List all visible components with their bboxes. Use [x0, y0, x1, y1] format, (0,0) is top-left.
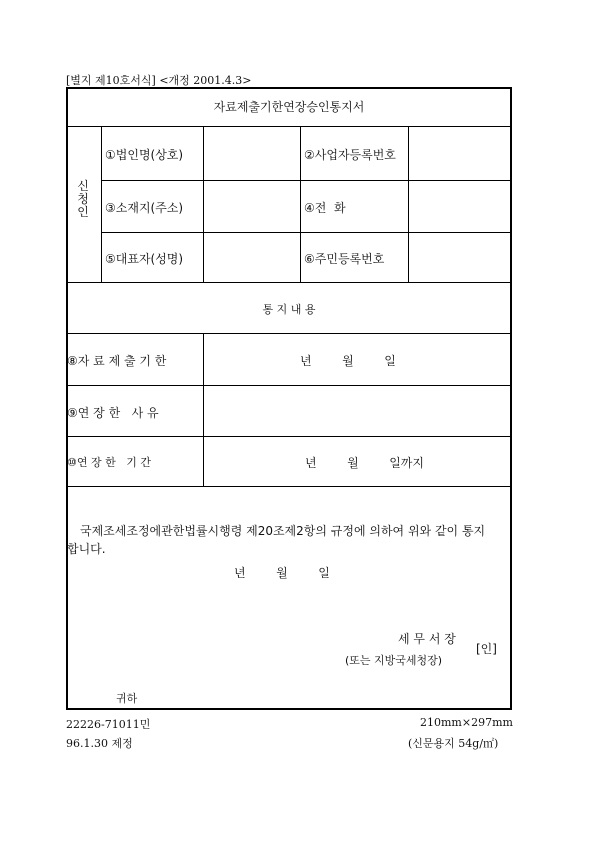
- tax-office-subtitle: (또는 지방국세청장): [345, 654, 443, 667]
- field-value-resident-number[interactable]: [410, 236, 508, 280]
- recipient-label: 귀하: [116, 692, 138, 705]
- notice-content-header: 통 지 내 용: [262, 303, 316, 316]
- row-submission-deadline-date[interactable]: 년 월 일: [300, 354, 396, 368]
- footer-enactment-date: 96.1.30 제정: [66, 737, 133, 750]
- field-value-phone[interactable]: [410, 184, 508, 230]
- notice-body-line2: 합니다.: [67, 542, 106, 556]
- field-value-representative[interactable]: [205, 236, 298, 280]
- field-label-resident-number: ⑥주민등록번호: [304, 252, 385, 266]
- row-extension-period-date[interactable]: 년 월 일까지: [305, 456, 424, 470]
- notice-body-line1: 국제조세조정에관한법률시행령 제20조제2항의 규정에 의하여 위와 같이 통지: [80, 524, 486, 538]
- field-value-corporate-name[interactable]: [205, 130, 298, 178]
- form-title: 자료제출기한연장승인통지서: [213, 100, 365, 114]
- form-number-label: [별지 제10호서식] <개정 2001.4.3>: [66, 74, 252, 87]
- row-extension-period-label: ⑩연 장 한 기 간: [67, 456, 151, 469]
- applicant-label: 신청인: [77, 179, 89, 219]
- tax-office-title: 세 무 서 장: [398, 632, 456, 646]
- field-label-phone: ④전 화: [304, 201, 346, 215]
- footer-form-code: 22226-71011민: [66, 718, 151, 731]
- row-extension-reason-value[interactable]: [206, 389, 508, 433]
- field-label-corporate-name: ①법인명(상호): [105, 148, 184, 162]
- field-label-address: ③소재지(주소): [105, 201, 184, 215]
- footer-paper-type: (신문용지 54g/㎡): [408, 737, 499, 750]
- field-value-address[interactable]: [205, 184, 298, 230]
- row-extension-reason-label: ⑨연 장 한 사 유: [67, 406, 159, 420]
- field-label-business-number: ②사업자등록번호: [304, 148, 396, 162]
- notice-date[interactable]: 년 월 일: [234, 566, 330, 580]
- field-label-representative: ⑤대표자(성명): [105, 252, 184, 266]
- footer-paper-size: 210mm×297mm: [420, 716, 513, 729]
- row-submission-deadline-label: ⑧자 료 제 출 기 한: [67, 354, 167, 368]
- seal-mark: [인]: [476, 642, 497, 656]
- field-value-business-number[interactable]: [410, 130, 508, 178]
